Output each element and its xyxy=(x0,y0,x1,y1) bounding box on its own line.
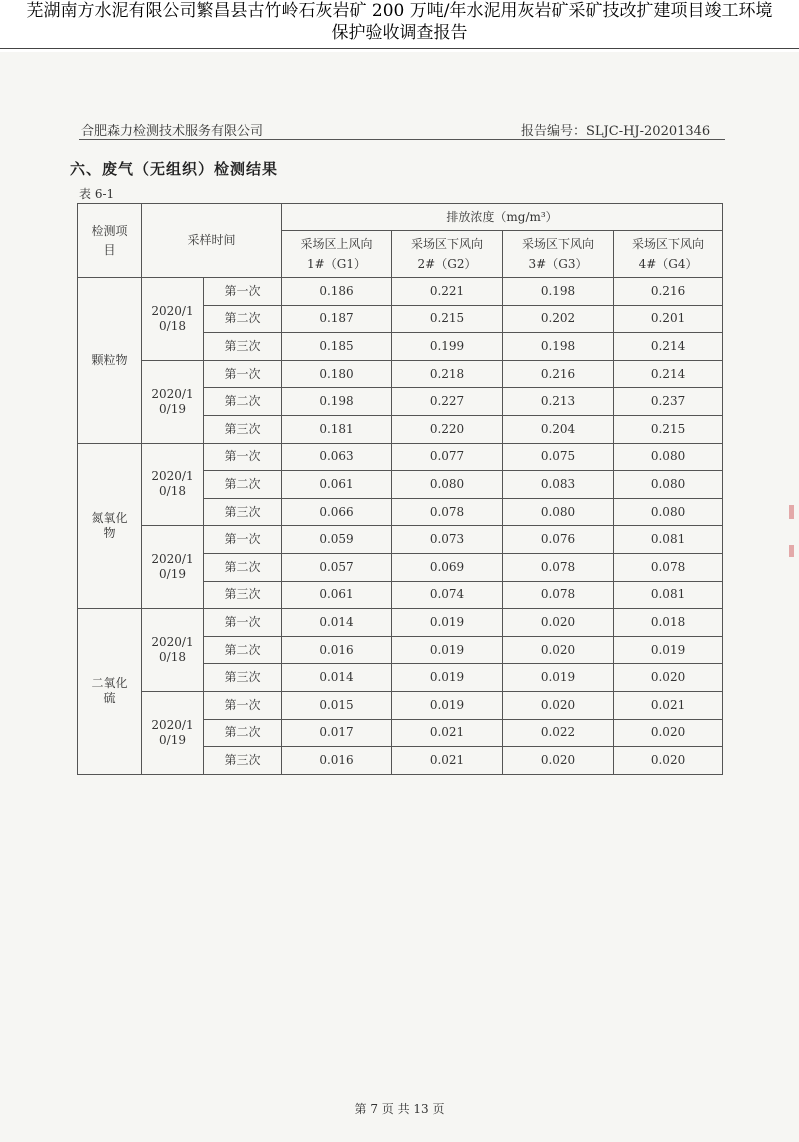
sample-round: 第三次 xyxy=(204,581,282,609)
sample-round: 第一次 xyxy=(204,691,282,719)
sample-round: 第二次 xyxy=(204,719,282,747)
table-row xyxy=(78,443,723,471)
concentration-value-g4: 0.020 xyxy=(614,747,723,775)
concentration-value-g4: 0.078 xyxy=(614,553,723,581)
company-name: 合肥森力检测技术服务有限公司 xyxy=(81,124,264,139)
item-name: 颗粒物 xyxy=(91,352,128,367)
sample-round: 第二次 xyxy=(204,305,282,333)
concentration-value-g2: 0.019 xyxy=(392,636,503,664)
results-table xyxy=(77,203,723,775)
table-row xyxy=(78,360,723,388)
point-code: 3#（G3） xyxy=(528,257,588,271)
concentration-value-g3: 0.083 xyxy=(503,471,614,499)
concentration-value-g3: 0.204 xyxy=(503,415,614,443)
sample-round: 第二次 xyxy=(204,471,282,499)
concentration-value-g4: 0.237 xyxy=(614,388,723,416)
item-name: 二氧化硫 xyxy=(91,676,128,706)
concentration-value-g3: 0.019 xyxy=(503,664,614,692)
concentration-value-g1: 0.186 xyxy=(282,278,392,306)
sample-round: 第一次 xyxy=(204,278,282,306)
concentration-value-g1: 0.185 xyxy=(282,333,392,361)
sample-date-cell xyxy=(142,691,204,774)
sample-date: 2020/10/19 xyxy=(151,386,194,416)
concentration-value-g1: 0.017 xyxy=(282,719,392,747)
header-point-3 xyxy=(503,231,614,278)
concentration-value-g2: 0.019 xyxy=(392,664,503,692)
header-title-line2: 保护验收调查报告 xyxy=(331,23,468,43)
concentration-value-g1: 0.015 xyxy=(282,691,392,719)
concentration-value-g3: 0.198 xyxy=(503,333,614,361)
header-item-label: 检测项目 xyxy=(91,223,128,257)
header-point-4 xyxy=(614,231,723,278)
sample-round: 第二次 xyxy=(204,388,282,416)
page-footer: 第 7 页 共 13 页 xyxy=(354,1102,445,1116)
concentration-value-g2: 0.220 xyxy=(392,415,503,443)
page-header-divider xyxy=(79,139,725,140)
concentration-value-g3: 0.020 xyxy=(503,747,614,775)
sample-date: 2020/10/18 xyxy=(151,469,194,499)
concentration-value-g4: 0.080 xyxy=(614,471,723,499)
item-name-cell xyxy=(78,278,142,444)
concentration-value-g4: 0.081 xyxy=(614,526,723,554)
seal-edge-mark xyxy=(789,545,794,557)
concentration-value-g3: 0.078 xyxy=(503,581,614,609)
sample-date: 2020/10/18 xyxy=(151,635,194,665)
point-location: 采场区下风向 xyxy=(522,237,595,251)
point-code: 4#（G4） xyxy=(638,257,698,271)
document-header xyxy=(0,0,799,44)
concentration-value-g1: 0.014 xyxy=(282,664,392,692)
item-name-cell xyxy=(78,609,142,775)
concentration-value-g2: 0.021 xyxy=(392,719,503,747)
sample-round: 第三次 xyxy=(204,333,282,361)
seal-edge-mark xyxy=(789,505,794,519)
concentration-value-g3: 0.216 xyxy=(503,360,614,388)
concentration-value-g3: 0.020 xyxy=(503,609,614,637)
concentration-value-g3: 0.078 xyxy=(503,553,614,581)
point-code: 1#（G1） xyxy=(307,257,366,271)
point-location: 采场区下风向 xyxy=(411,237,484,251)
sample-round: 第一次 xyxy=(204,443,282,471)
concentration-value-g2: 0.215 xyxy=(392,305,503,333)
concentration-value-g4: 0.214 xyxy=(614,360,723,388)
concentration-value-g3: 0.080 xyxy=(503,498,614,526)
concentration-value-g4: 0.019 xyxy=(614,636,723,664)
concentration-value-g3: 0.022 xyxy=(503,719,614,747)
item-name: 氮氧化物 xyxy=(91,510,128,540)
concentration-value-g2: 0.080 xyxy=(392,471,503,499)
sample-round: 第二次 xyxy=(204,553,282,581)
table-row xyxy=(78,278,723,306)
concentration-value-g2: 0.221 xyxy=(392,278,503,306)
concentration-value-g4: 0.021 xyxy=(614,691,723,719)
concentration-value-g2: 0.078 xyxy=(392,498,503,526)
sample-date-cell xyxy=(142,360,204,443)
concentration-value-g2: 0.218 xyxy=(392,360,503,388)
sample-round: 第一次 xyxy=(204,609,282,637)
concentration-value-g1: 0.059 xyxy=(282,526,392,554)
concentration-value-g2: 0.077 xyxy=(392,443,503,471)
sample-round: 第一次 xyxy=(204,360,282,388)
point-location: 采场区下风向 xyxy=(632,237,705,251)
concentration-value-g1: 0.198 xyxy=(282,388,392,416)
concentration-value-g1: 0.057 xyxy=(282,553,392,581)
concentration-value-g3: 0.075 xyxy=(503,443,614,471)
concentration-value-g1: 0.016 xyxy=(282,747,392,775)
concentration-value-g4: 0.020 xyxy=(614,664,723,692)
header-title-line1: 芜湖南方水泥有限公司繁昌县古竹岭石灰岩矿 200 万吨/年水泥用灰岩矿采矿技改扩建项目竣工环境 xyxy=(26,1,773,21)
report-number: 报告编号：SLJC-HJ-20201346 xyxy=(521,124,711,139)
header-point-2 xyxy=(392,231,503,278)
concentration-value-g2: 0.073 xyxy=(392,526,503,554)
table-label: 表 6-1 xyxy=(79,187,115,201)
header-divider xyxy=(0,48,799,49)
table-row xyxy=(78,691,723,719)
sample-date-cell xyxy=(142,278,204,361)
concentration-value-g1: 0.187 xyxy=(282,305,392,333)
section-title: 六、废气（无组织）检测结果 xyxy=(70,160,279,178)
concentration-value-g3: 0.213 xyxy=(503,388,614,416)
concentration-value-g4: 0.080 xyxy=(614,443,723,471)
concentration-value-g3: 0.076 xyxy=(503,526,614,554)
table-row xyxy=(78,609,723,637)
concentration-value-g4: 0.214 xyxy=(614,333,723,361)
table-row xyxy=(78,526,723,554)
concentration-value-g1: 0.061 xyxy=(282,471,392,499)
concentration-value-g2: 0.019 xyxy=(392,691,503,719)
sample-date-cell xyxy=(142,526,204,609)
concentration-value-g1: 0.061 xyxy=(282,581,392,609)
header-item xyxy=(78,204,142,278)
concentration-value-g4: 0.201 xyxy=(614,305,723,333)
point-code: 2#（G2） xyxy=(417,257,477,271)
point-location: 采场区上风向 xyxy=(300,237,373,251)
concentration-value-g4: 0.215 xyxy=(614,415,723,443)
concentration-value-g2: 0.227 xyxy=(392,388,503,416)
header-point-1 xyxy=(282,231,392,278)
sample-round: 第三次 xyxy=(204,498,282,526)
concentration-value-g4: 0.081 xyxy=(614,581,723,609)
sample-date: 2020/10/19 xyxy=(151,552,194,582)
concentration-value-g2: 0.019 xyxy=(392,609,503,637)
concentration-value-g1: 0.180 xyxy=(282,360,392,388)
sample-date-cell xyxy=(142,609,204,692)
concentration-value-g2: 0.021 xyxy=(392,747,503,775)
table-header-row xyxy=(78,204,723,231)
concentration-value-g1: 0.016 xyxy=(282,636,392,664)
sample-round: 第三次 xyxy=(204,664,282,692)
concentration-value-g1: 0.014 xyxy=(282,609,392,637)
concentration-value-g4: 0.020 xyxy=(614,719,723,747)
sample-round: 第三次 xyxy=(204,415,282,443)
concentration-value-g4: 0.216 xyxy=(614,278,723,306)
concentration-value-g3: 0.202 xyxy=(503,305,614,333)
results-table-body xyxy=(78,204,723,775)
concentration-value-g3: 0.020 xyxy=(503,691,614,719)
concentration-value-g2: 0.069 xyxy=(392,553,503,581)
sample-round: 第二次 xyxy=(204,636,282,664)
header-time: 采样时间 xyxy=(142,204,282,278)
concentration-value-g3: 0.020 xyxy=(503,636,614,664)
item-name-cell xyxy=(78,443,142,609)
header-concentration: 排放浓度（mg/m³） xyxy=(282,204,723,231)
sample-date: 2020/10/19 xyxy=(151,717,194,747)
sample-date-cell xyxy=(142,443,204,526)
sample-date: 2020/10/18 xyxy=(151,303,194,333)
sample-round: 第三次 xyxy=(204,747,282,775)
concentration-value-g1: 0.063 xyxy=(282,443,392,471)
concentration-value-g3: 0.198 xyxy=(503,278,614,306)
concentration-value-g2: 0.074 xyxy=(392,581,503,609)
concentration-value-g2: 0.199 xyxy=(392,333,503,361)
concentration-value-g1: 0.181 xyxy=(282,415,392,443)
concentration-value-g1: 0.066 xyxy=(282,498,392,526)
concentration-value-g4: 0.018 xyxy=(614,609,723,637)
concentration-value-g4: 0.080 xyxy=(614,498,723,526)
sample-round: 第一次 xyxy=(204,526,282,554)
